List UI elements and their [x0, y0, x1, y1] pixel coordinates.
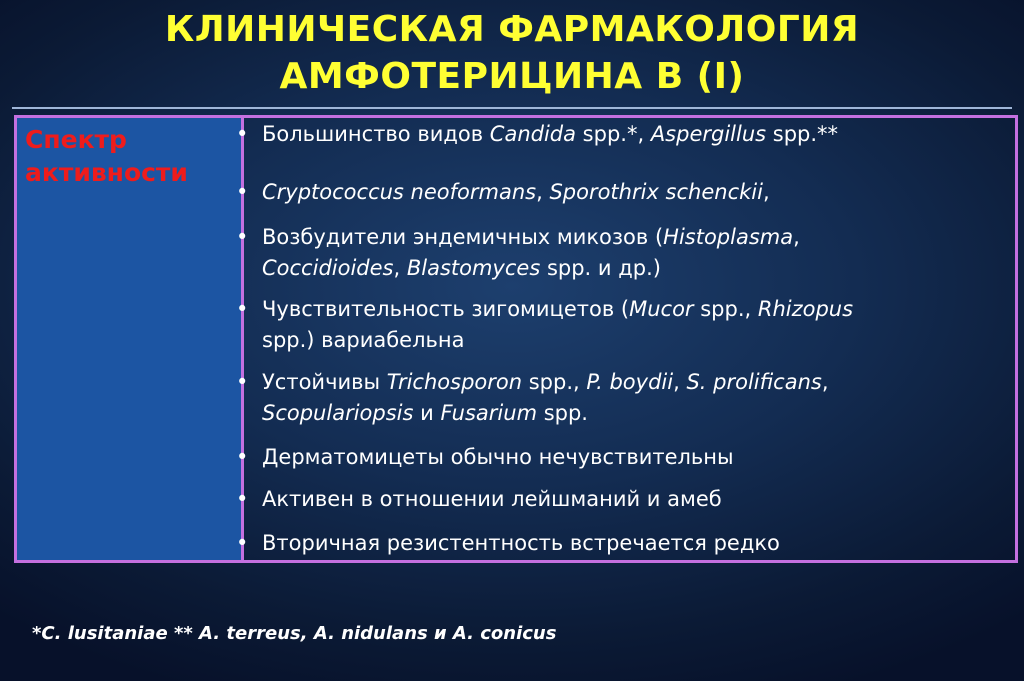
item-text: spp.**	[766, 122, 839, 146]
slide-title-line-2: АМФОТЕРИЦИНА В (I)	[279, 56, 745, 97]
taxon-name: Blastomyces	[406, 256, 541, 280]
title-divider	[12, 107, 1012, 109]
spectrum-item-line	[262, 119, 838, 150]
spectrum-item-line	[262, 442, 734, 473]
taxon-name: Aspergillus	[650, 122, 767, 146]
item-text: Дерматомицеты обычно нечувствительны	[262, 445, 734, 469]
taxon-name: Rhizopus	[757, 297, 854, 321]
spectrum-item-line	[262, 222, 800, 253]
slide-title	[0, 6, 1024, 100]
item-text: ,	[793, 225, 800, 249]
item-text: Устойчивы	[262, 370, 387, 394]
item-text: Чувствительность зигомицетов (	[262, 297, 630, 321]
taxon-name: Histoplasma	[663, 225, 794, 249]
spectrum-label-line-2: активности	[25, 158, 188, 187]
bullet-icon: •	[236, 487, 249, 511]
taxon-name: Coccidioides	[262, 256, 394, 280]
taxon-name: S. prolificans	[686, 370, 822, 394]
item-text: Вторичная резистентность встречается редко	[262, 531, 780, 555]
bullet-icon: •	[236, 531, 249, 555]
item-text: ,	[393, 256, 407, 280]
item-text: и	[413, 401, 441, 425]
bullet-icon: •	[236, 225, 249, 249]
taxon-name: Trichosporon	[386, 370, 523, 394]
bullet-icon: •	[236, 122, 249, 146]
item-text: Возбудители эндемичных микозов (	[262, 225, 664, 249]
item-text: spp.	[537, 401, 588, 425]
bullet-icon: •	[236, 297, 249, 321]
item-text: ,	[762, 180, 770, 204]
item-text: ,	[673, 370, 687, 394]
spectrum-item-line	[262, 325, 465, 356]
bullet-icon: •	[236, 180, 249, 204]
taxon-name: Candida	[489, 122, 576, 146]
footnote: *C. lusitaniae ** A. terreus, A. nidulans и A. conicus	[32, 623, 557, 644]
item-text: ,	[536, 180, 550, 204]
item-text: spp.) вариабельна	[262, 328, 465, 352]
spectrum-label-cell	[17, 118, 244, 560]
spectrum-item-line	[262, 177, 770, 208]
item-text: Активен в отношении лейшманий и амеб	[262, 487, 722, 511]
spectrum-item-line	[262, 367, 829, 398]
taxon-name: Scopulariopsis	[262, 401, 414, 425]
bullet-icon: •	[236, 370, 249, 394]
item-text: spp.,	[693, 297, 758, 321]
item-text: Большинство видов	[262, 122, 490, 146]
item-text: spp.*,	[576, 122, 651, 146]
taxon-name: Mucor	[629, 297, 694, 321]
spectrum-item-line	[262, 484, 722, 515]
spectrum-label	[25, 123, 188, 189]
spectrum-item-line	[262, 528, 780, 559]
taxon-name: Cryptococcus neoformans	[262, 180, 537, 204]
spectrum-item-line	[262, 294, 853, 325]
bullet-icon: •	[236, 445, 249, 469]
spectrum-label-line-1: Спектр	[25, 125, 127, 154]
taxon-name: Sporothrix schenckii	[549, 180, 763, 204]
item-text: spp.,	[522, 370, 587, 394]
taxon-name: P. boydii	[586, 370, 674, 394]
taxon-name: Fusarium	[440, 401, 538, 425]
spectrum-item-line	[262, 253, 661, 284]
spectrum-item-line	[262, 398, 588, 429]
item-text: ,	[821, 370, 829, 394]
slide-title-line-1: КЛИНИЧЕСКАЯ ФАРМАКОЛОГИЯ	[164, 9, 860, 50]
item-text: spp. и др.)	[540, 256, 661, 280]
